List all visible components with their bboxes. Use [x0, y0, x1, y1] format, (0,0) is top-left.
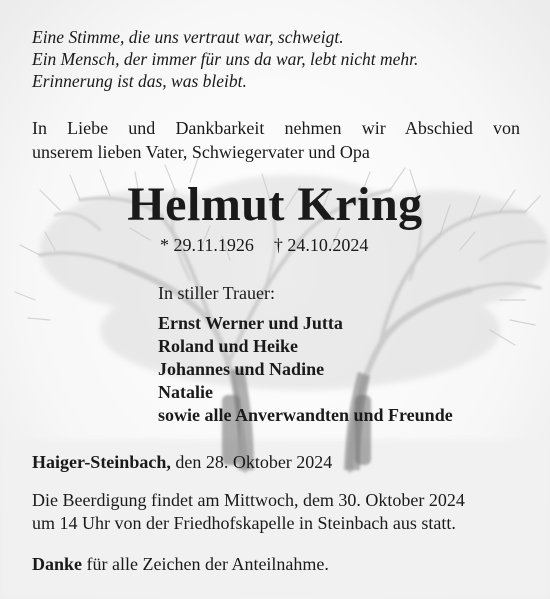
- birth-date: * 29.11.1926: [160, 235, 254, 255]
- mourners-list: [158, 312, 453, 427]
- mourner-line: Roland und Heike: [158, 336, 299, 356]
- notice-date: den 28. Oktober 2024: [170, 452, 333, 472]
- death-date: † 24.10.2024: [273, 235, 369, 255]
- mourners-label: In stiller Trauer:: [158, 283, 275, 303]
- mourner-line: Johannes und Nadine: [158, 359, 325, 379]
- intro-line: In Liebe und Dankbarkeit nehmen wir Abschied von: [32, 118, 520, 138]
- thanks-text: für alle Zeichen der Anteilnahme.: [82, 554, 329, 574]
- poem-line: Eine Stimme, die uns vertraut war, schweigt.: [32, 27, 344, 47]
- funeral-line: um 14 Uhr von der Friedhofskapelle in Steinbach aus statt.: [32, 513, 456, 533]
- thanks-line: [32, 553, 329, 575]
- funeral-line: Die Beerdigung findet am Mittwoch, dem 30. Oktober 2024: [32, 490, 465, 510]
- life-dates: [160, 234, 368, 256]
- intro-text: [32, 116, 520, 164]
- poem-line: Ein Mensch, der immer für uns da war, lebt nicht mehr.: [32, 49, 419, 69]
- deceased-name: Helmut Kring: [127, 178, 423, 231]
- mourner-line: sowie alle Anverwandten und Freunde: [158, 405, 453, 425]
- thanks-bold: Danke: [32, 554, 83, 574]
- poem-line: Erinnerung ist das, was bleibt.: [32, 71, 247, 91]
- mourner-line: Ernst Werner und Jutta: [158, 313, 343, 333]
- poem: [32, 26, 418, 92]
- place-and-date: [32, 451, 332, 473]
- place-town: Haiger-Steinbach,: [32, 452, 171, 472]
- intro-line: unserem lieben Vater, Schwiegervater und Opa: [32, 142, 370, 162]
- funeral-info: [32, 489, 465, 535]
- mourner-line: Natalie: [158, 382, 213, 402]
